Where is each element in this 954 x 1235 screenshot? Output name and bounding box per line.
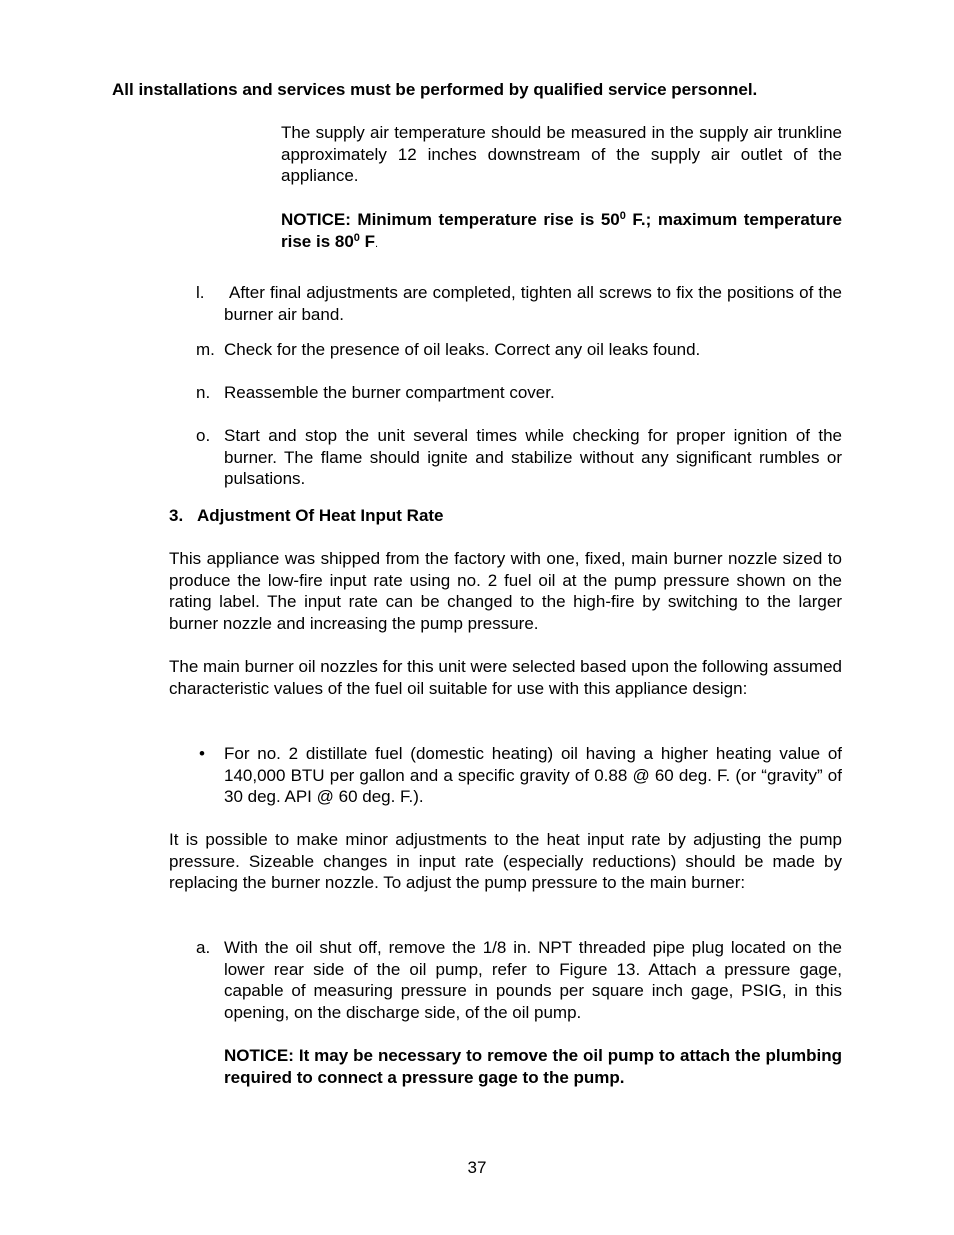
step-marker-a: a. bbox=[196, 938, 211, 957]
bullet-icon: • bbox=[199, 744, 205, 763]
supply-air-paragraph: The supply air temperature should be measured in the supply air trunkline approximately 12 inches downstream of the supply air outlet of the appliance. bbox=[281, 123, 842, 185]
header-warning: All installations and services must be performed by qualified service personnel. bbox=[112, 80, 758, 99]
notice-text-part2: F.; maximum temperature rise is 80 bbox=[281, 210, 842, 251]
step-marker-l: l. bbox=[196, 283, 205, 302]
section-title: Adjustment Of Heat Input Rate bbox=[197, 506, 444, 525]
notice-text-part3: F bbox=[359, 231, 376, 251]
bullet-text: For no. 2 distillate fuel (domestic heating) oil having a higher heating value of 140,000 BTU per gallon and a specific gravity of 0.88 @ 60 deg. F. (or “gravity” of 30 deg. API @ 60 deg. F.). bbox=[224, 744, 842, 806]
step-marker-n: n. bbox=[196, 383, 211, 402]
step-text-a: With the oil shut off, remove the 1/8 in. NPT threaded pipe plug located on the lower rear side of the oil pump, refer to Figure 13. Attach a pressure gage, capable of measuring pressure in pounds per square inch gage, PSIG, in this opening, on the discharge side, of the oil pump. bbox=[224, 938, 842, 1022]
step-text-l: After final adjustments are completed, tighten all screws to fix the positions of the burner air band. bbox=[224, 283, 842, 324]
notice-text-part1: NOTICE: Minimum temperature rise is 50 bbox=[281, 210, 620, 229]
degree-superscript-2: 0 bbox=[353, 231, 360, 244]
page-number: 37 bbox=[467, 1158, 487, 1177]
step-text-m: Check for the presence of oil leaks. Correct any oil leaks found. bbox=[224, 340, 701, 359]
paragraph-shipped: This appliance was shipped from the factory with one, fixed, main burner nozzle sized to produce the low-fire input rate using no. 2 fuel oil at the pump pressure shown on the rating label. The input rate can be changed to the high-fire by switching to the larger burner nozzle and increasing the pump pressure. bbox=[169, 549, 842, 633]
step-marker-o: o. bbox=[196, 426, 211, 445]
degree-superscript-1: 0 bbox=[619, 210, 626, 222]
step-text-o: Start and stop the unit several times while checking for proper ignition of the burner. The flame should ignite and stabilize without any significant rumbles or pulsations. bbox=[224, 426, 842, 488]
step-marker-m: m. bbox=[196, 340, 215, 359]
step-text-n: Reassemble the burner compartment cover. bbox=[224, 383, 555, 402]
pump-notice: NOTICE: It may be necessary to remove the oil pump to attach the plumbing required to connect a pressure gage to the pump. bbox=[224, 1046, 842, 1087]
section-number: 3. bbox=[169, 506, 184, 525]
notice-trailing-period: . bbox=[375, 237, 379, 250]
paragraph-adjust: It is possible to make minor adjustments to the heat input rate by adjusting the pump pressure. Sizeable changes in input rate (especially reductions) should be made by replacing the burner nozzle. To adjust the pump pressure to the main burner: bbox=[169, 830, 842, 892]
paragraph-nozzles: The main burner oil nozzles for this unit were selected based upon the following assumed characteristic values of the fuel oil suitable for use with this appliance design: bbox=[169, 657, 842, 698]
temperature-notice bbox=[281, 209, 842, 255]
